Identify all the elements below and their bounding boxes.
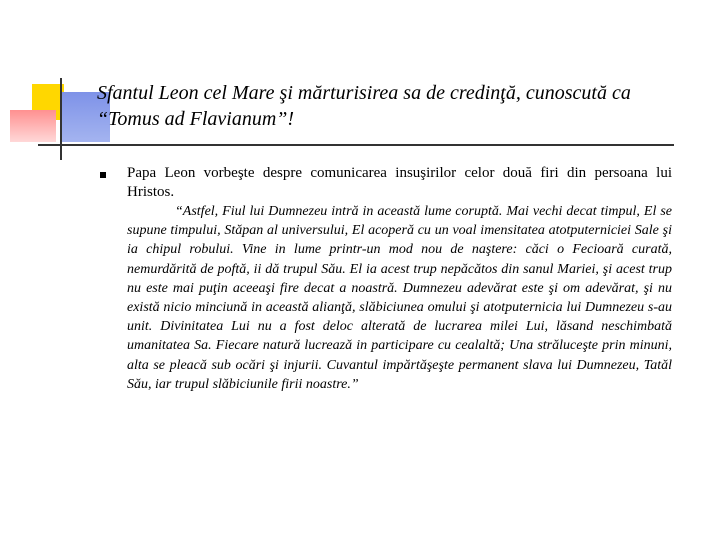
red-square-decoration xyxy=(10,110,56,142)
bullet-text: Papa Leon vorbeşte despre comunicarea insuşirilor celor două firi din persoana lui Hristos. xyxy=(127,165,672,200)
slide-title: Sfantul Leon cel Mare şi mărturisirea sa de credinţă, cunoscută ca “Tomus ad Flavianum”! xyxy=(97,82,631,130)
slide-body xyxy=(127,164,672,394)
title-underline-rule xyxy=(38,144,674,146)
vertical-rule xyxy=(60,78,62,160)
quote-paragraph: “Astfel, Fiul lui Dumnezeu intră in această lume coruptă. Mai vechi decat timpul, El se supune timpului, Stăpan al universului, El acoperă cu un voal imensitatea atotputerniciei Sale şi ia chipul robului. Vine in lume printr-un mod nou de naştere: căci o Fecioară curată, nemurdărită de poftă, ii dă trupul Său. El ia acest trup nepăcătos din sanul Mariei, şi acest trup nu este mai puţin aceeaşi fire decat a noastră. Dumnezeu adevărat este şi om adevărat, şi nu există nicio minciună in această alianţă, slăbiciunea omului şi atotputernicia lui Dumnezeu s-au unit. Divinitatea Lui nu a fost deloc alterată de lucrarea milei Lui, lăsand neschimbată umanitatea Sa. Fiecare natură lucrează in participare cu cealaltă; Una străluceşte prin minuni, alta se pleacă sub ocări şi injurii. Cuvantul impărtăşeşte permanent slava lui Dumnezeu, Tatăl Său, iar trupul slăbiciunile firii noastre.” xyxy=(127,204,672,392)
square-bullet-icon xyxy=(100,172,106,178)
